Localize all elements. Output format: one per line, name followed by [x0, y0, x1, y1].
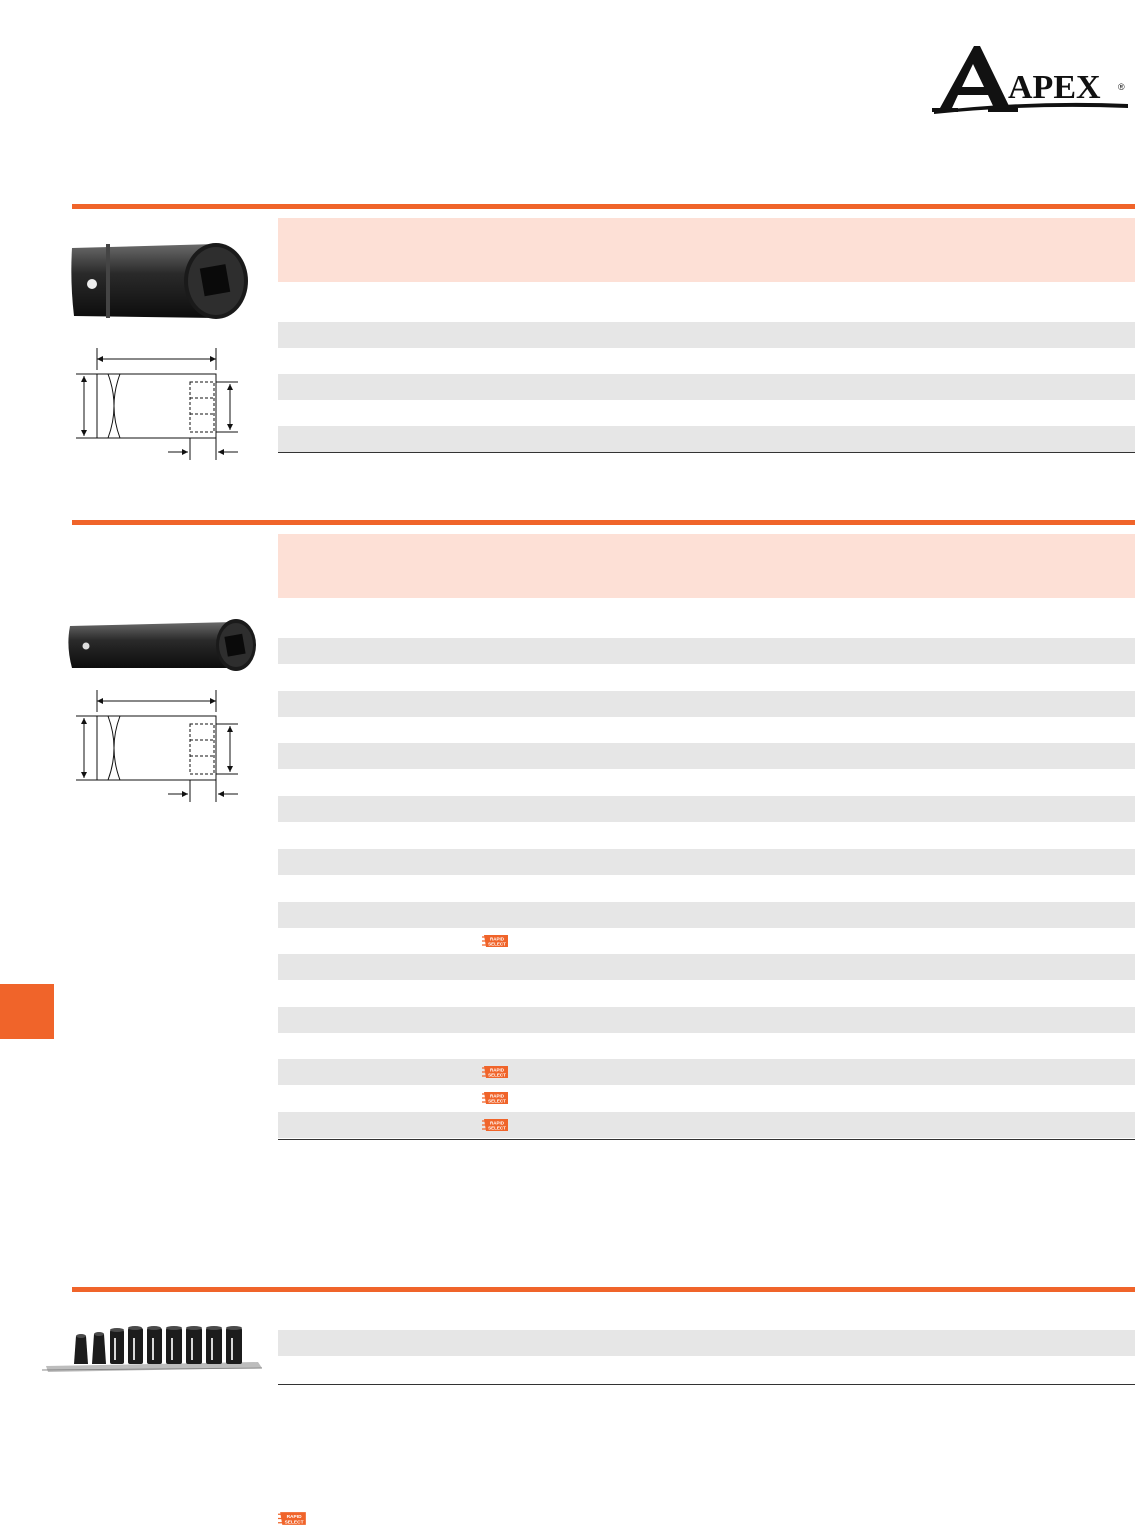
rapid-select-badge-icon: [278, 1511, 308, 1526]
table-header: [278, 218, 1135, 282]
extended-impact-socket-icon: [66, 618, 260, 674]
spec-table-3: [278, 1304, 1135, 1386]
svg-text:SELECT: SELECT: [488, 1098, 506, 1104]
table-row: [278, 1112, 1135, 1138]
table-row: [278, 928, 1135, 954]
section-divider-1: [72, 204, 1135, 209]
table-row: [278, 638, 1135, 664]
table-row: [278, 769, 1135, 795]
table-row: [278, 1330, 1135, 1356]
svg-text:SELECT: SELECT: [284, 1520, 304, 1526]
table-row: [278, 1085, 1135, 1111]
table-row: [278, 1007, 1135, 1033]
table-row: [278, 426, 1135, 452]
svg-text:RAPID: RAPID: [489, 1067, 505, 1073]
svg-text:RAPID: RAPID: [286, 1514, 302, 1520]
table-row: [278, 954, 1135, 980]
table-bottom-rule: [278, 452, 1135, 453]
table-row: [278, 664, 1135, 690]
socket-dimension-diagram-icon: [72, 346, 242, 466]
table-row: [278, 691, 1135, 717]
apex-logo: [930, 40, 1130, 115]
table-row: [278, 875, 1135, 901]
rapid-select-badge-icon: [482, 1091, 510, 1105]
rapid-select-badge-icon: [482, 934, 510, 948]
section-divider-3: [72, 1287, 1135, 1292]
registered-mark: ®: [1118, 82, 1125, 92]
table-header: [278, 534, 1135, 598]
table-row: [278, 980, 1135, 1006]
table-row: [278, 849, 1135, 875]
table-bottom-rule: [278, 1384, 1135, 1385]
table-row: [278, 296, 1135, 322]
table-row: [278, 796, 1135, 822]
table-row: [278, 400, 1135, 426]
svg-text:RAPID: RAPID: [489, 1120, 505, 1126]
table-row: [278, 1059, 1135, 1085]
spec-table-2: [278, 534, 1135, 1142]
svg-text:RAPID: RAPID: [489, 936, 505, 942]
table-row: [278, 1304, 1135, 1330]
logo-wordmark: APEX: [1008, 69, 1101, 106]
section-side-tab[interactable]: [0, 984, 54, 1039]
table-row: [278, 348, 1135, 374]
spec-table-1: [278, 218, 1135, 454]
socket-dimension-diagram-icon: [72, 688, 242, 808]
svg-text:SELECT: SELECT: [488, 1072, 506, 1078]
table-bottom-rule: [278, 1139, 1135, 1140]
standard-impact-socket-icon: [66, 236, 260, 326]
table-row: [278, 902, 1135, 928]
socket-set-on-rail-icon: [42, 1324, 264, 1374]
svg-text:RAPID: RAPID: [489, 1093, 505, 1099]
table-row: [278, 1033, 1135, 1059]
table-row: [278, 612, 1135, 638]
svg-text:SELECT: SELECT: [488, 1125, 506, 1131]
svg-text:SELECT: SELECT: [488, 941, 506, 947]
table-row: [278, 717, 1135, 743]
rapid-select-badge-icon: [482, 1065, 510, 1079]
table-row: [278, 322, 1135, 348]
table-row: [278, 822, 1135, 848]
table-row: [278, 743, 1135, 769]
section-divider-2: [72, 520, 1135, 525]
table-row: [278, 374, 1135, 400]
table-row: [278, 1356, 1135, 1382]
rapid-select-badge-icon: [482, 1118, 510, 1132]
